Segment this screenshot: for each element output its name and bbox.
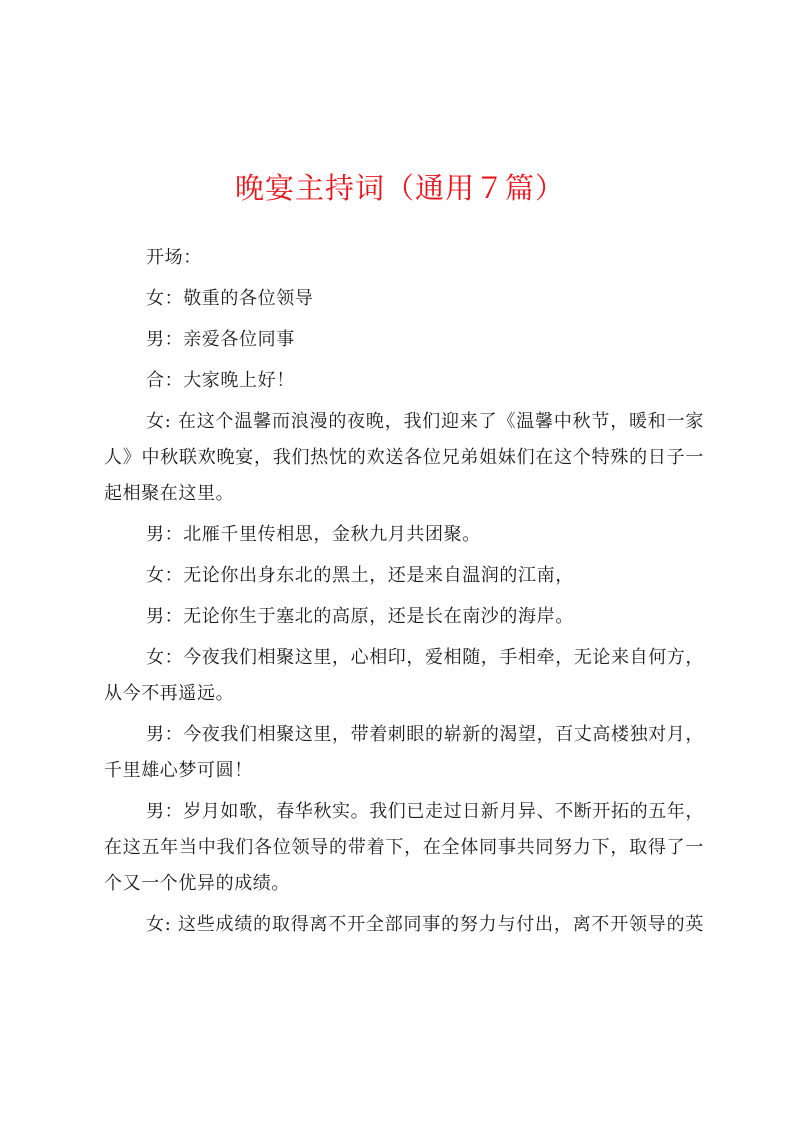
paragraph-line: 合：大家晚上好！	[146, 370, 295, 391]
paragraph-line: 在这五年当中我们各位领导的带着下，在全体同事共同努力下，取得了一	[104, 837, 704, 858]
paragraph	[104, 907, 704, 943]
paragraph	[104, 517, 704, 553]
paragraph-line: 男：无论你生于塞北的高原，还是长在南沙的海岸。	[146, 606, 574, 627]
paragraph	[104, 640, 704, 712]
paragraph	[104, 404, 704, 512]
paragraph	[104, 281, 704, 317]
paragraph-line: 男：亲爱各位同事	[146, 329, 295, 350]
paragraph-line: 女：敬重的各位领导	[146, 288, 314, 309]
paragraph-line: 千里雄心梦可圆！	[104, 760, 253, 781]
paragraph-line: 女: 在这个温馨而浪漫的夜晚，我们迎来了《温馨中秋节，暖和一家	[146, 411, 704, 432]
paragraph-line: 开场：	[146, 247, 202, 268]
paragraph-line: 男：岁月如歌，春华秋实。我们已走过日新月异、不断开拓的五年，	[146, 801, 704, 822]
document-title: 晚宴主持词（通用７篇）	[234, 171, 565, 205]
paragraph-line: 男：今夜我们相聚这里，带着刺眼的崭新的渴望，百丈高楼独对月，	[146, 724, 704, 745]
paragraph-line: 女：无论你出身东北的黑土，还是来自温润的江南，	[146, 565, 574, 586]
paragraph-line: 女：今夜我们相聚这里，心相印，爱相随，手相牵，无论来自何方，	[146, 647, 704, 668]
paragraph-line: 个又一个优异的成绩。	[104, 873, 290, 894]
paragraph-line: 从今不再遥远。	[104, 683, 235, 704]
paragraph	[104, 558, 704, 594]
paragraph	[104, 599, 704, 635]
paragraph	[104, 794, 704, 902]
paragraph-line: 人》中秋联欢晚宴，我们热忱的欢送各位兄弟姐妹们在这个特殊的日子一	[104, 447, 704, 468]
paragraph-line: 男：北雁千里传相思，金秋九月共团聚。	[146, 524, 481, 545]
paragraph	[104, 363, 704, 399]
paragraph	[104, 322, 704, 358]
document-body	[104, 240, 704, 943]
paragraph-line: 女: 这些成绩的取得离不开全部同事的努力与付出，离不开领导的英	[146, 914, 704, 935]
paragraph	[104, 717, 704, 789]
paragraph-line: 起相聚在这里。	[104, 483, 235, 504]
paragraph	[104, 240, 704, 276]
